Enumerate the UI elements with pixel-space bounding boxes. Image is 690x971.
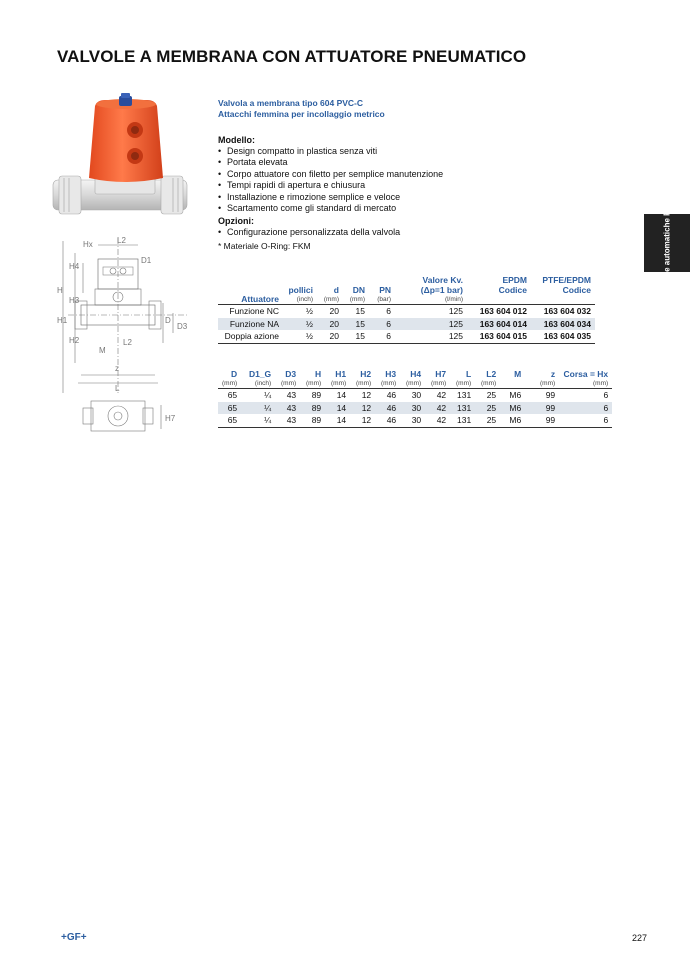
drawing-label: z (115, 364, 119, 373)
col-header: H4 (mm) (406, 369, 422, 387)
col-header: z (mm) (540, 369, 556, 387)
gf-logo: +GF+ (61, 932, 87, 943)
product-subtitle-1: Valvola a membrana tipo 604 PVC-C (218, 98, 364, 108)
table-row: 65 ¼ 43 89 14 12 46 30 42 131 25 M6 99 6 (218, 389, 612, 402)
table-row: Funzione NA ½ 20 15 6 125 163 604 014 163 604 034 (218, 318, 595, 331)
section-tab (644, 190, 690, 296)
ordering-table (218, 275, 595, 344)
drawing-label: L (115, 384, 120, 393)
technical-drawing (53, 233, 203, 443)
col-header: H1 (mm) (331, 369, 347, 387)
col-header: PN (bar) (377, 285, 391, 303)
table-row: 65 ¼ 43 89 14 12 46 30 42 131 25 M6 99 6 (218, 402, 612, 415)
drawing-label: D3 (177, 322, 188, 331)
feature-item: • Design compatto in plastica senza viti (218, 146, 628, 157)
drawing-label: D1 (141, 256, 152, 265)
col-header: Attuatore (241, 294, 279, 304)
section-tab-label: Valvole automatiche PVC-C (662, 190, 672, 296)
drawing-label: Hx (83, 240, 93, 249)
col-header: D1_G (inch) (248, 369, 272, 387)
col-header: Valore Kv. (Δp=1 bar) (l/min) (420, 275, 463, 303)
drawing-label: H7 (165, 414, 176, 423)
drawing-label: M (99, 346, 106, 355)
drawing-label: H3 (69, 296, 80, 305)
col-header: L2 (mm) (481, 369, 497, 387)
feature-item: • Corpo attuatore con filetto per semplice manutenzione (218, 169, 628, 180)
product-photo (45, 92, 195, 222)
col-header: pollici (inch) (288, 285, 313, 303)
col-header: M (514, 369, 522, 379)
col-header: d (mm) (323, 285, 339, 303)
table-row: Doppia azione ½ 20 15 6 125 163 604 015 163 604 035 (218, 330, 595, 343)
option-item: • Configurazione personalizzata della valvola (218, 227, 628, 238)
drawing-label: H (57, 286, 63, 295)
feature-item: • Scartamento come gli standard di mercato (218, 203, 628, 214)
material-note: * Materiale O-Ring: FKM (218, 240, 311, 251)
table-row: 65 ¼ 43 89 14 12 46 30 42 131 25 M6 99 6 (218, 414, 612, 427)
model-features (218, 146, 628, 214)
dimensions-table (218, 369, 612, 428)
page-title: VALVOLE A MEMBRANA CON ATTUATORE PNEUMATICO (57, 47, 527, 66)
col-header: DN (mm) (349, 285, 365, 303)
col-header: D3 (mm) (281, 369, 297, 387)
col-header: D (mm) (222, 369, 238, 387)
col-header: H2 (mm) (356, 369, 372, 387)
col-header: H7 (mm) (431, 369, 447, 387)
drawing-label: H2 (69, 336, 80, 345)
options-heading: Opzioni: (218, 216, 254, 227)
col-header: PTFE/EPDM Codice (542, 275, 591, 295)
col-header: H (mm) (306, 369, 322, 387)
product-description (218, 98, 628, 252)
options-list (218, 227, 628, 238)
col-header: Corsa = Hx (mm) (563, 369, 609, 387)
feature-item: • Installazione e rimozione semplice e veloce (218, 192, 628, 203)
col-header: H3 (mm) (381, 369, 397, 387)
drawing-label: D (165, 316, 171, 325)
model-heading: Modello: (218, 135, 255, 145)
drawing-label: H4 (69, 262, 80, 271)
drawing-label: H1 (57, 316, 68, 325)
page-number: 227 (632, 933, 648, 943)
drawing-label: L2 (123, 338, 132, 347)
feature-item: • Tempi rapidi di apertura e chiusura (218, 180, 628, 191)
product-subtitle-2: Attacchi femmina per incollaggio metrico (218, 109, 385, 119)
drawing-label: L2 (117, 236, 126, 245)
col-header: EPDM Codice (498, 275, 527, 295)
col-header: L (mm) (456, 369, 472, 387)
table-row: Funzione NC ½ 20 15 6 125 163 604 012 163 604 032 (218, 305, 595, 318)
feature-item: • Portata elevata (218, 157, 628, 168)
